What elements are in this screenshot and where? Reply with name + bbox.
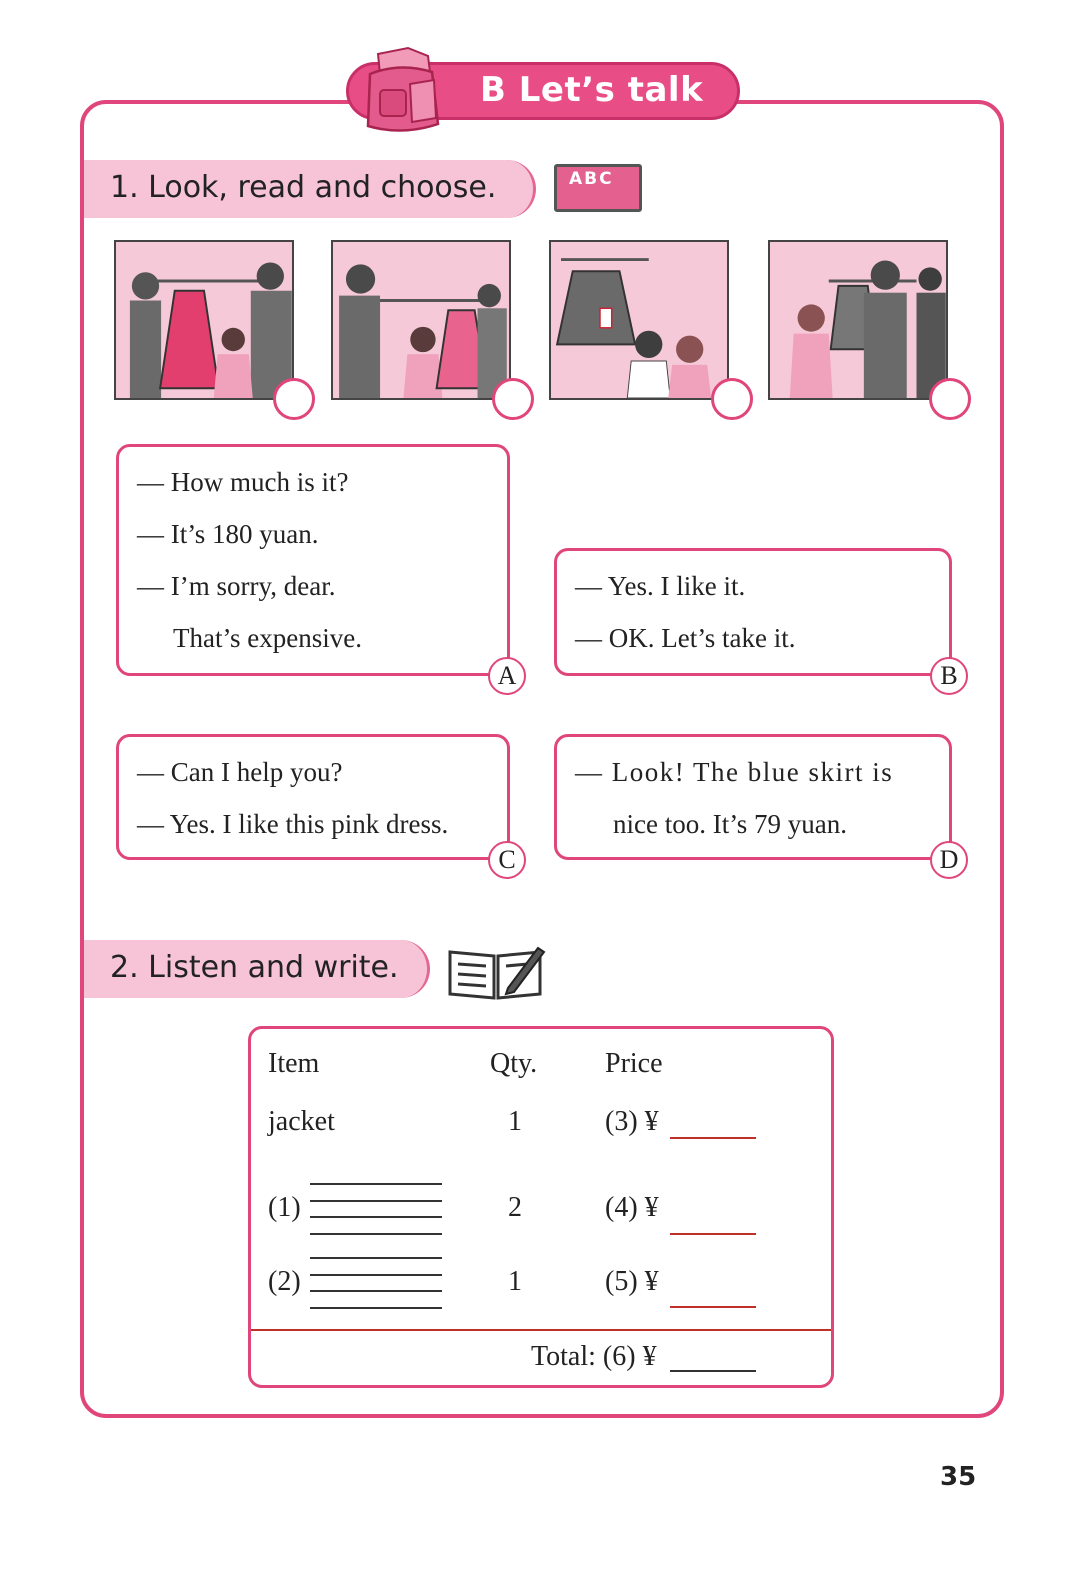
answer-blank-5[interactable] <box>670 1306 756 1308</box>
row-item: jacket <box>268 1106 335 1137</box>
answer-circle-2[interactable] <box>492 378 534 420</box>
writing-line[interactable] <box>310 1257 442 1259</box>
row-price: (5) ¥ <box>605 1266 659 1297</box>
answer-blank-4[interactable] <box>670 1233 756 1235</box>
row-price: (3) ¥ <box>605 1106 659 1137</box>
dialogue-line: That’s expensive. <box>173 623 362 653</box>
writing-line[interactable] <box>310 1216 442 1218</box>
section1-heading: 1. Look, read and choose. <box>110 170 497 205</box>
answer-circle-3[interactable] <box>711 378 753 420</box>
dialogue-line: nice too. It’s 79 yuan. <box>613 809 847 839</box>
dialogue-line: — Yes. I like this pink dress. <box>137 809 449 839</box>
option-letter-b: B <box>930 657 968 695</box>
dialogue-line: — Look! The blue skirt is <box>575 757 894 787</box>
picture-1 <box>114 240 294 400</box>
row-qty: 1 <box>508 1266 522 1297</box>
answer-blank-6[interactable] <box>670 1370 756 1372</box>
dialogue-a <box>116 444 510 676</box>
dialogue-c <box>116 734 510 860</box>
page-title: B Let’s talk <box>480 70 704 110</box>
col-header-price: Price <box>605 1048 663 1079</box>
answer-circle-1[interactable] <box>273 378 315 420</box>
writing-line[interactable] <box>310 1307 442 1309</box>
writing-line[interactable] <box>310 1200 442 1202</box>
dialogue-line: — Can I help you? <box>137 757 343 787</box>
answer-blank-3[interactable] <box>670 1137 756 1139</box>
row-price: (4) ¥ <box>605 1192 659 1223</box>
dialogue-d <box>554 734 952 860</box>
section2-heading: 2. Listen and write. <box>110 950 399 985</box>
total-label: Total: (6) ¥ <box>531 1341 657 1372</box>
page-number: 35 <box>940 1462 977 1492</box>
section2-heading-bar <box>84 940 430 998</box>
writing-line[interactable] <box>310 1290 442 1292</box>
col-header-qty: Qty. <box>490 1048 538 1079</box>
open-book-pencil-icon <box>446 944 546 1000</box>
row-qty: 1 <box>508 1106 522 1137</box>
row-item: (2) <box>268 1266 301 1297</box>
dialogue-line: — I’m sorry, dear. <box>137 571 336 601</box>
picture-2 <box>331 240 511 400</box>
option-letter-d: D <box>930 841 968 879</box>
dialogue-line: — Yes. I like it. <box>575 571 746 601</box>
option-letter-a: A <box>488 657 526 695</box>
dialogue-line: — OK. Let’s take it. <box>575 623 796 653</box>
shop-pink-dress-illustration <box>116 242 292 398</box>
abc-badge <box>554 164 642 212</box>
writing-line[interactable] <box>310 1183 442 1185</box>
section1-heading-bar <box>84 160 536 218</box>
dialogue-line: — How much is it? <box>137 467 349 497</box>
picture-3 <box>549 240 729 400</box>
option-letter-c: C <box>488 841 526 879</box>
skirt-price-tag-illustration <box>551 242 727 398</box>
dialogue-line: — It’s 180 yuan. <box>137 519 319 549</box>
answer-circle-4[interactable] <box>929 378 971 420</box>
total-divider <box>251 1329 831 1331</box>
writing-line[interactable] <box>310 1274 442 1276</box>
school-bag-icon <box>350 44 450 134</box>
row-qty: 2 <box>508 1192 522 1223</box>
col-header-item: Item <box>268 1048 320 1079</box>
writing-line[interactable] <box>310 1233 442 1235</box>
dialogue-b <box>554 548 952 676</box>
abc-badge-label: ABC <box>569 169 614 189</box>
price-table <box>248 1026 834 1388</box>
shop-pay-illustration <box>770 242 946 398</box>
row-item: (1) <box>268 1192 301 1223</box>
picture-4 <box>768 240 948 400</box>
shop-choose-dress-illustration <box>333 242 509 398</box>
